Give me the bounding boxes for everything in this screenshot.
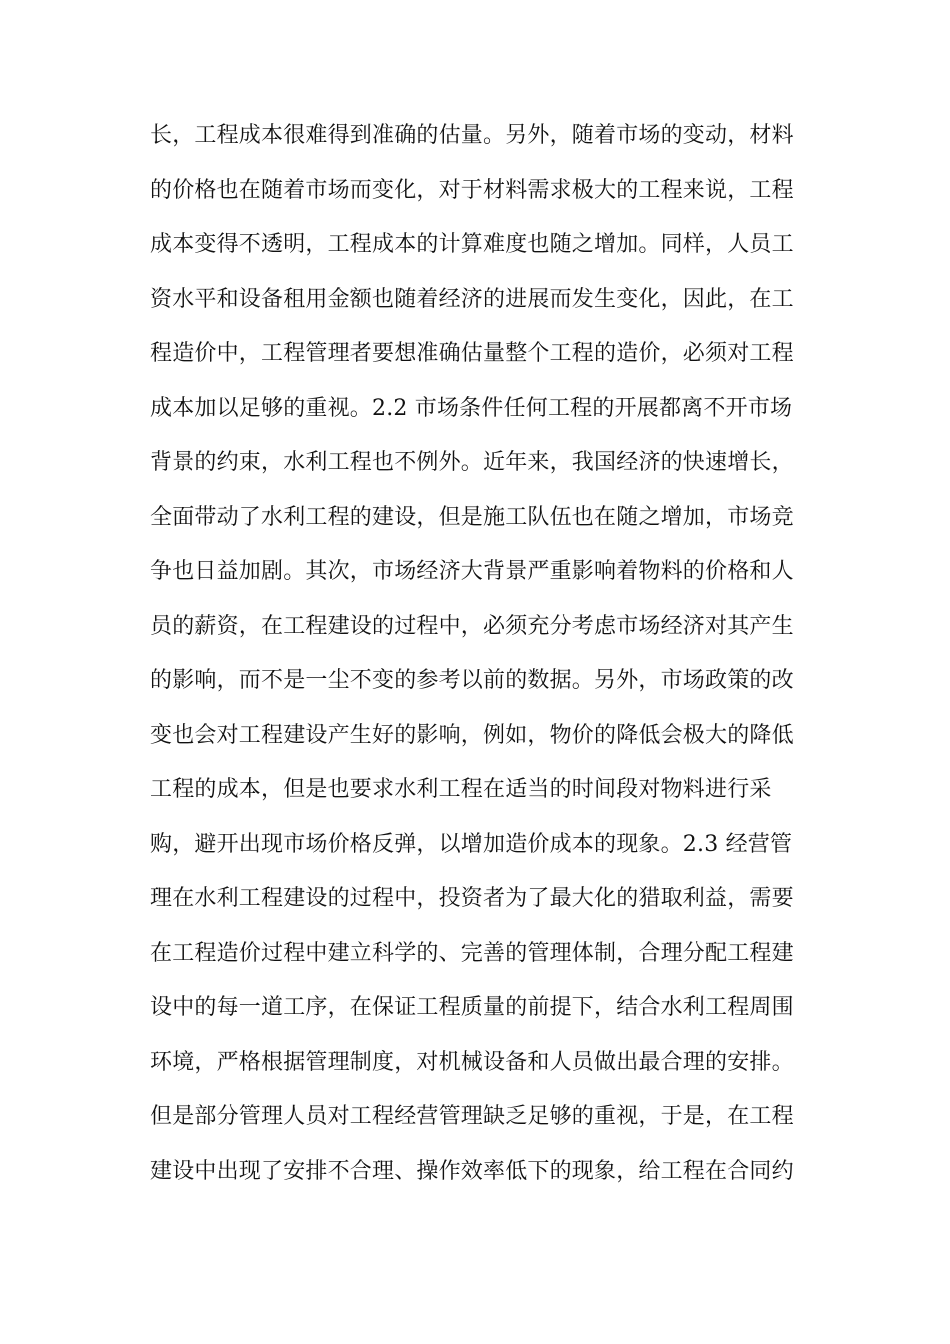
text-line: 工程的成本，但是也要求水利工程在适当的时间段对物料进行采 [150,777,772,802]
text-line: 成本变得不透明，工程成本的计算难度也随之增加。同样，人员工 [150,232,794,257]
text-line: 全面带动了水利工程的建设，但是施工队伍也在随之增加，市场竞 [150,504,794,530]
text-line: 购，避开出现市场价格反弹，以增加造价成本的现象。2.3 经营管 [150,831,793,857]
text-line: 设中的每一道工序，在保证工程质量的前提下，结合水利工程周围 [150,995,794,1020]
text-line: 理在水利工程建设的过程中，投资者为了最大化的猎取利益，需要 [150,886,794,911]
text-line: 争也日益加剧。其次，市场经济大背景严重影响着物料的价格和人 [150,559,794,584]
text-line: 资水平和设备租用金额也随着经济的进展而发生变化，因此，在工 [150,286,794,312]
text-line: 变也会对工程建设产生好的影响，例如，物价的降低会极大的降低 [150,722,794,748]
body-text [150,118,810,1190]
text-line: 但是部分管理人员对工程经营管理缺乏足够的重视，于是，在工程 [150,1104,794,1129]
text-line: 在工程造价过程中建立科学的、完善的管理体制，合理分配工程建 [150,940,794,966]
text-line: 的影响，而不是一尘不变的参考以前的数据。另外，市场政策的改 [150,668,794,693]
text-line: 环境，严格根据管理制度，对机械设备和人员做出最合理的安排。 [150,1049,794,1075]
text-line: 员的薪资，在工程建设的过程中，必须充分考虑市场经济对其产生 [150,613,794,639]
text-line: 的价格也在随着市场而变化，对于材料需求极大的工程来说，工程 [150,177,794,203]
text-line: 成本加以足够的重视。2.2 市场条件任何工程的开展都离不开市场 [150,395,793,421]
text-line: 长，工程成本很难得到准确的估量。另外，随着市场的变动，材料 [150,123,794,148]
text-line: 程造价中，工程管理者要想准确估量整个工程的造价，必须对工程 [150,341,794,366]
text-line: 背景的约束，水利工程也不例外。近年来，我国经济的快速增长， [150,450,794,475]
text-line: 建设中出现了安排不合理、操作效率低下的现象，给工程在合同约 [150,1158,794,1184]
